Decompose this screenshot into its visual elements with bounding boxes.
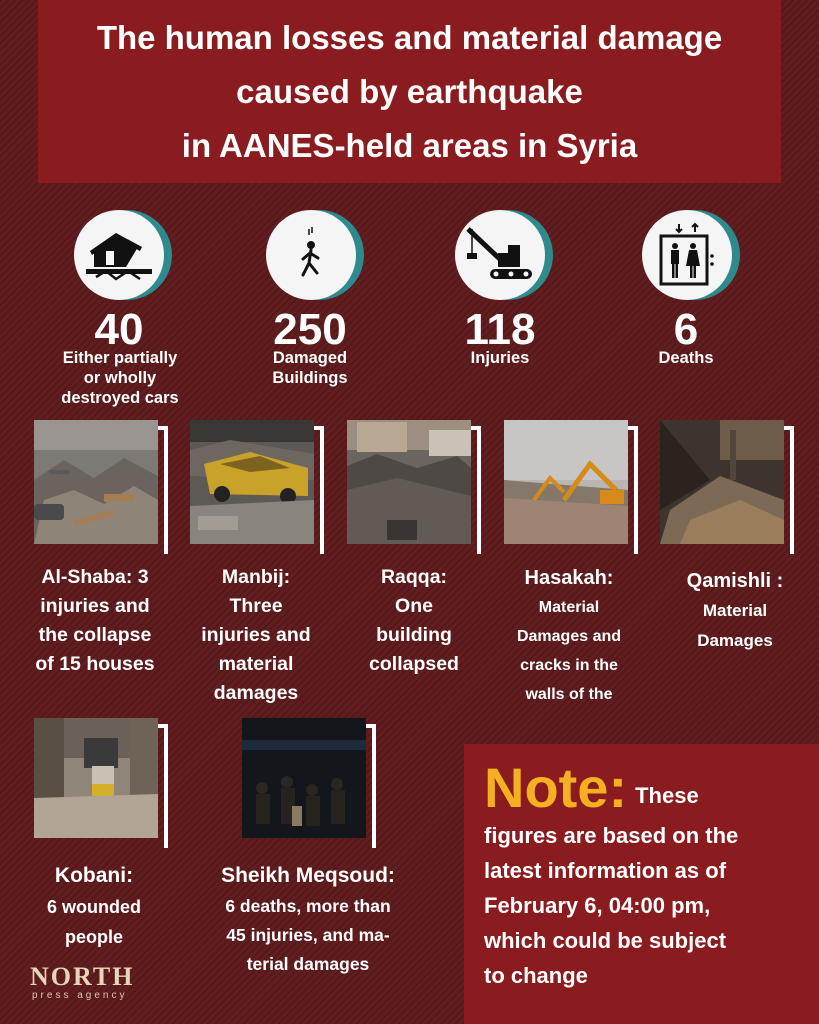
location-line: Al-Shaba: 3	[41, 566, 149, 588]
stat-number: 6	[673, 305, 699, 354]
note-text-block	[484, 756, 814, 993]
location-line: terial damages	[246, 954, 370, 974]
damaged-interior-photo	[660, 420, 784, 544]
stat-label-line: Either partially	[62, 349, 178, 367]
location-line: walls of the	[525, 686, 613, 703]
location-line: injuries and	[201, 624, 311, 646]
location-line: 45 injuries, and ma-	[226, 925, 390, 945]
logo-subtitle: press agency	[32, 990, 128, 1001]
location-line: Hasakah:	[524, 567, 614, 589]
location-line: injuries and	[40, 595, 150, 617]
location-line: collapsed	[369, 653, 459, 675]
night-crowd-photo	[242, 718, 366, 838]
location-line: 6 deaths, more than	[225, 896, 391, 916]
location-line: Three	[229, 595, 283, 617]
excavator-photo	[504, 420, 628, 544]
title-line-3: in AANES-held areas in Syria	[181, 126, 638, 164]
stat-number: 250	[273, 305, 347, 354]
title-line-1: The human losses and material damage	[96, 18, 723, 56]
rubble-photo	[34, 420, 158, 544]
location-line: damages	[213, 682, 299, 704]
stat-label-line: Deaths	[658, 349, 714, 367]
note-line: February 6, 04:00 pm,	[484, 893, 711, 918]
location-kobani	[24, 860, 164, 952]
location-line: Sheikh Meqsoud:	[221, 864, 395, 887]
stat-label-line: Injuries	[470, 349, 530, 367]
location-line: building	[376, 624, 452, 646]
location-line: Qamishli :	[686, 570, 784, 592]
collapsed-house-icon	[74, 210, 164, 300]
stat-number: 40	[94, 305, 144, 354]
location-qamishli	[652, 566, 818, 656]
note-line: which could be subject	[484, 928, 727, 953]
location-raqqa	[344, 563, 484, 679]
title-line-2: caused by earthquake	[236, 72, 583, 110]
stat-label-line: Damaged	[272, 349, 348, 367]
location-line: material	[218, 653, 294, 675]
location-line: Damages	[697, 631, 773, 650]
stat-label-line: or wholly	[83, 369, 157, 387]
location-line: cracks in the	[520, 657, 618, 674]
location-line: Manbij:	[221, 566, 291, 588]
note-line: These	[635, 783, 699, 808]
crushed-car-photo	[190, 420, 314, 544]
stat-number: 118	[464, 305, 536, 354]
north-press-logo	[30, 964, 160, 1008]
location-line: Kobani:	[54, 864, 134, 887]
crane-icon	[455, 210, 545, 300]
location-line: 6 wounded	[47, 897, 141, 917]
location-line: Raqqa:	[380, 566, 448, 588]
note-heading: Note:	[484, 756, 628, 819]
location-line: Material	[702, 601, 768, 620]
location-manbij	[182, 563, 330, 708]
logo-name: NORTH	[30, 962, 135, 991]
location-sheikh-meqsoud	[190, 860, 426, 979]
location-al-shaba	[20, 563, 170, 679]
location-line: the collapse	[38, 624, 152, 646]
stat-label	[220, 348, 400, 388]
location-line: Material	[538, 599, 600, 616]
location-line: of 15 houses	[35, 653, 155, 675]
note-line: latest information as of	[484, 858, 727, 883]
location-hasakah	[494, 563, 644, 709]
location-line: One	[395, 595, 433, 617]
walking-person-icon	[266, 210, 356, 300]
location-line: Damages and	[516, 628, 622, 645]
elevator-icon	[642, 210, 732, 300]
bulldozer-photo	[34, 718, 158, 838]
note-line: to change	[484, 963, 588, 988]
note-line: figures are based on the	[484, 823, 739, 848]
location-line: people	[64, 927, 123, 947]
stat-label-line: destroyed cars	[61, 389, 179, 407]
title-banner	[38, 0, 781, 183]
stat-label	[30, 348, 210, 408]
stat-label-line: Buildings	[272, 369, 348, 387]
collapsed-building-photo	[347, 420, 471, 544]
stat-label	[410, 348, 590, 368]
stat-label	[596, 348, 776, 368]
